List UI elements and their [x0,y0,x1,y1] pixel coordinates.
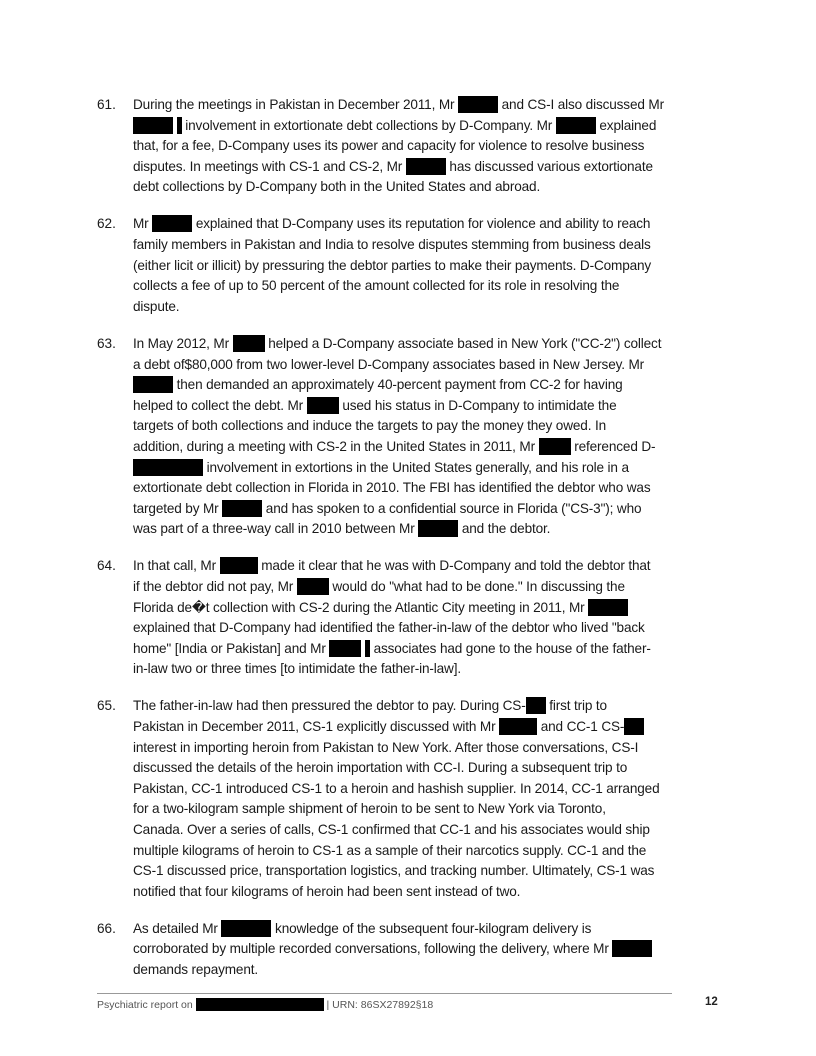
text-segment: extortionate debt collection in Florida in 2010. The FBI has identified the debtor who was [133,480,651,496]
redaction-box [233,335,265,352]
footer-urn: | URN: 86SX27892§18 [323,999,434,1011]
text-segment: notified that four kilograms of heroin had been sent instead of two. [133,883,521,899]
text-segment: In that call, Mr [133,558,220,574]
text-segment: (either licit or illicit) by pressuring the debtor parties to make their payments. D-Company [133,257,652,273]
text-segment: made it clear that he was with D-Company and told the debtor that [257,558,651,574]
redaction-box [221,920,271,937]
text-line [133,919,737,940]
text-line [133,458,737,479]
text-segment: that, for a fee, D-Company uses its power and capacity for violence to resolve business [133,138,645,154]
redaction-box [133,117,173,134]
text-line [133,598,737,619]
footer-rule [97,993,672,1011]
paragraph-number: 63. [97,335,116,351]
text-line [133,717,737,738]
text-line [133,799,737,820]
text-line [133,355,737,376]
text-line [133,95,737,116]
text-segment: family members in Pakistan and India to resolve disputes stemming from business deals [133,237,651,253]
redaction-box [624,718,644,735]
text-segment: Mr [133,216,153,232]
redaction-box [152,215,192,232]
text-line [133,214,737,235]
paragraph-62 [97,214,737,317]
text-segment: involvement in extortionate debt collections by D-Company. Mr [181,117,556,133]
paragraph-number: 62. [97,216,116,232]
redaction-box [133,376,173,393]
redaction-box [418,520,458,537]
redaction-box [220,557,258,574]
text-segment: and CS-I also discussed Mr [498,97,664,112]
text-segment: for a two-kilogram sample shipment of heroin to be sent to New York via Toronto, [133,801,606,817]
text-line [133,861,737,882]
text-segment: would do "what had to be done." In discussing the [328,578,625,594]
footer-text [97,998,433,1011]
text-line [133,177,737,198]
text-segment: explained [595,117,657,133]
text-line [133,882,737,903]
paragraph-number: 66. [97,920,116,936]
text-segment: explained that D-Company had identified the father-in-law of the debtor who lived "back [133,620,645,636]
redaction-box [307,397,339,414]
text-line [133,519,737,540]
text-line [133,939,737,960]
text-line [133,696,737,717]
text-line [133,437,737,458]
text-segment: The father-in-law had then pressured the debtor to pay. During CS- [133,698,526,714]
paragraph-number: 61. [97,97,116,112]
redaction-box [612,940,652,957]
text-line [133,960,737,981]
text-segment: and has spoken to a confidential source in Florida ("CS-3"); who [262,500,642,516]
text-line [133,779,737,800]
document-body [97,95,737,997]
text-line [133,235,737,256]
paragraph-number: 64. [97,558,116,574]
text-segment: Florida de�t collection with CS-2 during the Atlantic City meeting in 2011, Mr [133,599,589,615]
redaction-box [406,158,446,175]
text-segment: Pakistan, CC-1 introduced CS-1 to a heroin and hashish supplier. In 2014, CC-1 arranged [133,780,660,796]
text-segment: During the meetings in Pakistan in December 2011, Mr [133,97,459,112]
text-line [133,499,737,520]
text-segment: helped a D-Company associate based in New York ("CC-2") collect [264,335,662,351]
text-segment: interest in importing heroin from Pakistan to New York. After those conversations, CS-I [133,739,639,755]
text-segment: debt collections by D-Company both in the United States and abroad. [133,179,541,195]
redaction-box [222,500,262,517]
text-segment: As detailed Mr [133,920,222,936]
text-line [133,659,737,680]
text-line [133,396,737,417]
text-segment: knowledge of the subsequent four-kilogram delivery is [271,920,592,936]
text-line [133,157,737,178]
text-segment: explained that D-Company uses its reputation for violence and ability to reach [192,216,651,232]
redaction-box [458,96,498,113]
redaction-box [539,438,571,455]
text-segment: a debt of$80,000 from two lower-level D-Company associates based in New Jersey. Mr [133,356,645,372]
footer-prefix: Psychiatric report on [97,999,196,1011]
text-segment: addition, during a meeting with CS-2 in the United States in 2011, Mr [133,438,539,454]
text-segment: involvement in extortions in the United States generally, and his role in a [203,459,629,475]
paragraph-63 [97,334,737,540]
text-line [133,758,737,779]
text-segment: associates had gone to the house of the father- [369,640,651,656]
paragraph-64 [97,556,737,680]
text-segment: first trip to [545,698,607,714]
text-segment: Canada. Over a series of calls, CS-1 confirmed that CC-1 and his associates would ship [133,822,650,837]
text-segment: used his status in D-Company to intimidate the [338,397,617,413]
text-line [133,136,737,157]
paragraph-65 [97,696,737,902]
text-segment: referenced D- [570,438,656,454]
text-line [133,618,737,639]
text-line [133,841,737,862]
text-line [133,116,737,137]
text-segment: In May 2012, Mr [133,335,233,351]
text-line [133,375,737,396]
text-segment: was part of a three-way call in 2010 between Mr [133,521,419,537]
text-segment: demands repayment. [133,962,259,978]
text-segment: home" [India or Pakistan] and Mr [133,640,330,656]
redaction-box [133,459,203,476]
page-number: 12 [705,996,718,1008]
text-line [133,416,737,437]
redaction-box [526,697,546,714]
paragraph-number: 65. [97,698,116,714]
text-segment: and the debtor. [458,521,551,537]
paragraph-66 [97,919,737,981]
text-segment: targets of both collections and induce the targets to pay the money they owed. In [133,418,606,434]
text-segment: if the debtor did not pay, Mr [133,578,297,594]
text-segment: disputes. In meetings with CS-1 and CS-2, Mr [133,158,406,174]
redaction-box [556,117,596,134]
text-line [133,738,737,759]
redaction-box [297,578,329,595]
redaction-box [196,998,324,1011]
redaction-box [499,718,537,735]
text-line [133,276,737,297]
text-line [133,639,737,660]
text-segment: corroborated by multiple recorded conversations, following the delivery, where Mr [133,941,613,957]
text-line [133,334,737,355]
text-segment: in-law two or three times [to intimidate the father-in-law]. [133,661,461,677]
text-segment: dispute. [133,298,180,314]
text-segment: discussed the details of the heroin importation with CC-I. During a subsequent trip to [133,760,628,776]
text-segment: collects a fee of up to 50 percent of the amount collected for its role in resolving the [133,278,620,294]
redaction-box [329,640,361,657]
text-segment: Pakistan in December 2011, CS-1 explicitly discussed with Mr [133,719,500,735]
text-segment: CS-1 discussed price, transportation logistics, and tracking number. Ultimately, CS-1 was [133,863,655,879]
text-line [133,256,737,277]
text-segment: targeted by Mr [133,500,223,516]
text-line [133,556,737,577]
redaction-box [588,599,628,616]
paragraph-61 [97,95,737,198]
text-segment: multiple kilograms of heroin to CS-1 as a sample of their narcotics supply. CC-1 and the [133,842,647,858]
text-line [133,820,737,841]
text-line [133,577,737,598]
text-segment: has discussed various extortionate [445,158,653,174]
text-segment: then demanded an approximately 40-percent payment from CC-2 for having [173,377,623,393]
text-line [133,478,737,499]
text-segment: and CC-1 CS- [537,719,625,735]
text-segment: helped to collect the debt. Mr [133,397,307,413]
text-line [133,297,737,318]
